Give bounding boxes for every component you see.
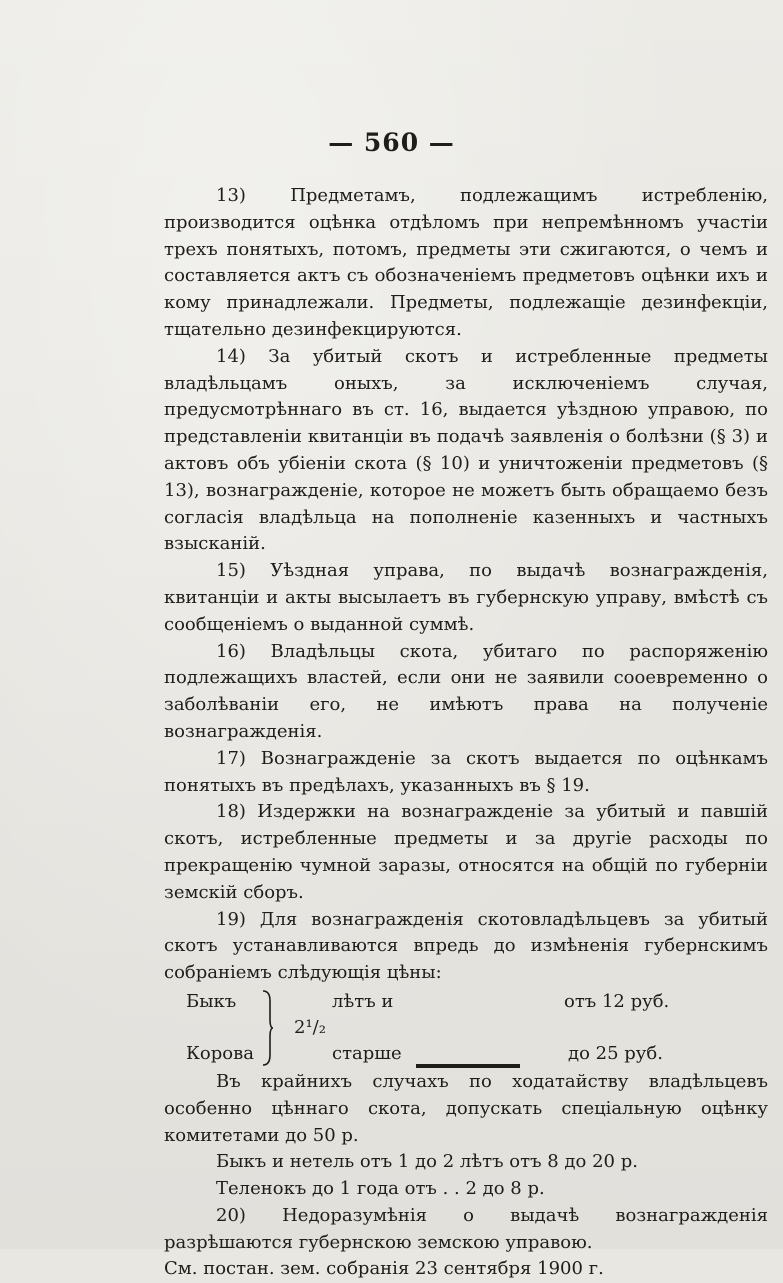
closing-rule <box>416 1064 520 1068</box>
paragraph-13: 13) Предметамъ, подлежащимъ истребленію, производится оцѣнка отдѣломъ при непремѣнномъ участіи трехъ понятыхъ, потомъ, предметы эти сжигаются, о чемъ и составляется актъ съ обозначеніемъ предметовъ оцѣнки ихъ и кому принадлежали. Предметы, подлежащіе дезинфекціи, тщательно дезинфекцируются. <box>164 185 768 340</box>
reference-line: См. постан. зем. собранія 23 сентября 1900 г. <box>164 1258 604 1280</box>
paragraph-17: 17) Вознагражденіе за скотъ выдается по оцѣнкамъ понятыхъ въ предѣлахъ, указанныхъ въ § 19. <box>164 747 768 796</box>
price-table <box>164 989 768 1069</box>
age-value: 2¹/₂ <box>294 1016 326 1038</box>
brace-icon <box>260 989 274 1067</box>
document-body <box>164 183 768 1283</box>
price-to: до 25 руб. <box>568 1042 663 1064</box>
age-bottom-label: старше <box>332 1042 402 1064</box>
paragraph-extreme-cases: Въ крайнихъ случахъ по ходатайству владѣльцевъ особенно цѣннаго скота, допускать спеціальную оцѣнку комитетами до 50 р. <box>164 1070 768 1146</box>
price-from: отъ 12 руб. <box>564 990 670 1012</box>
age-top-label: лѣтъ и <box>332 990 394 1012</box>
animal-cow: Корова <box>186 1042 254 1064</box>
paragraph-18: 18) Издержки на вознагражденіе за убитый и павшій скотъ, истребленные предметы и за другіе расходы по прекращенію чумной заразы, относятся на общій по губерніи земскій сборъ. <box>164 801 768 903</box>
paragraph-16: 16) Владѣльцы скота, убитаго по распоряженію подлежащихъ властей, если они не заявили сооевременно о заболѣваніи его, не имѣютъ права на полученіе вознагражденія. <box>164 640 768 742</box>
paragraph-20: 20) Недоразумѣнія о выдачѣ вознагражденія разрѣшаются губернскою земскою управою. <box>164 1204 768 1253</box>
line-calf: Теленокъ до 1 года отъ . . 2 до 8 р. <box>216 1178 545 1200</box>
paragraph-19: 19) Для вознагражденія скотовладѣльцевъ за убитый скотъ устанавливаются впредь до измѣненія губернскимъ собраніемъ слѣдующія цѣны: <box>164 908 768 984</box>
paragraph-15: 15) Уѣздная управа, по выдачѣ вознагражденія, квитанціи и акты высылаетъ въ губернскую управу, вмѣстѣ съ сообщеніемъ о выданной суммѣ. <box>164 560 768 635</box>
page-number: — 560 — <box>328 128 455 157</box>
animal-bull: Быкъ <box>186 990 237 1012</box>
line-bulls-heifers: Быкъ и нетель отъ 1 до 2 лѣтъ отъ 8 до 20 р. <box>216 1151 638 1173</box>
paragraph-14: 14) За убитый скотъ и истребленные предметы владѣльцамъ оныхъ, за исключеніемъ случая, предусмотрѣннаго въ ст. 16, выдается уѣздною управою, по представленіи квитанціи въ подачѣ заявленія о болѣзни (§ 3) и актовъ объ убіеніи скота (§ 10) и уничтоженіи предметовъ (§ 13), вознагражденіе, которое не можетъ быть обращаемо безъ согласія владѣльца на пополненіе казенныхъ и частныхъ взысканій. <box>164 345 768 555</box>
